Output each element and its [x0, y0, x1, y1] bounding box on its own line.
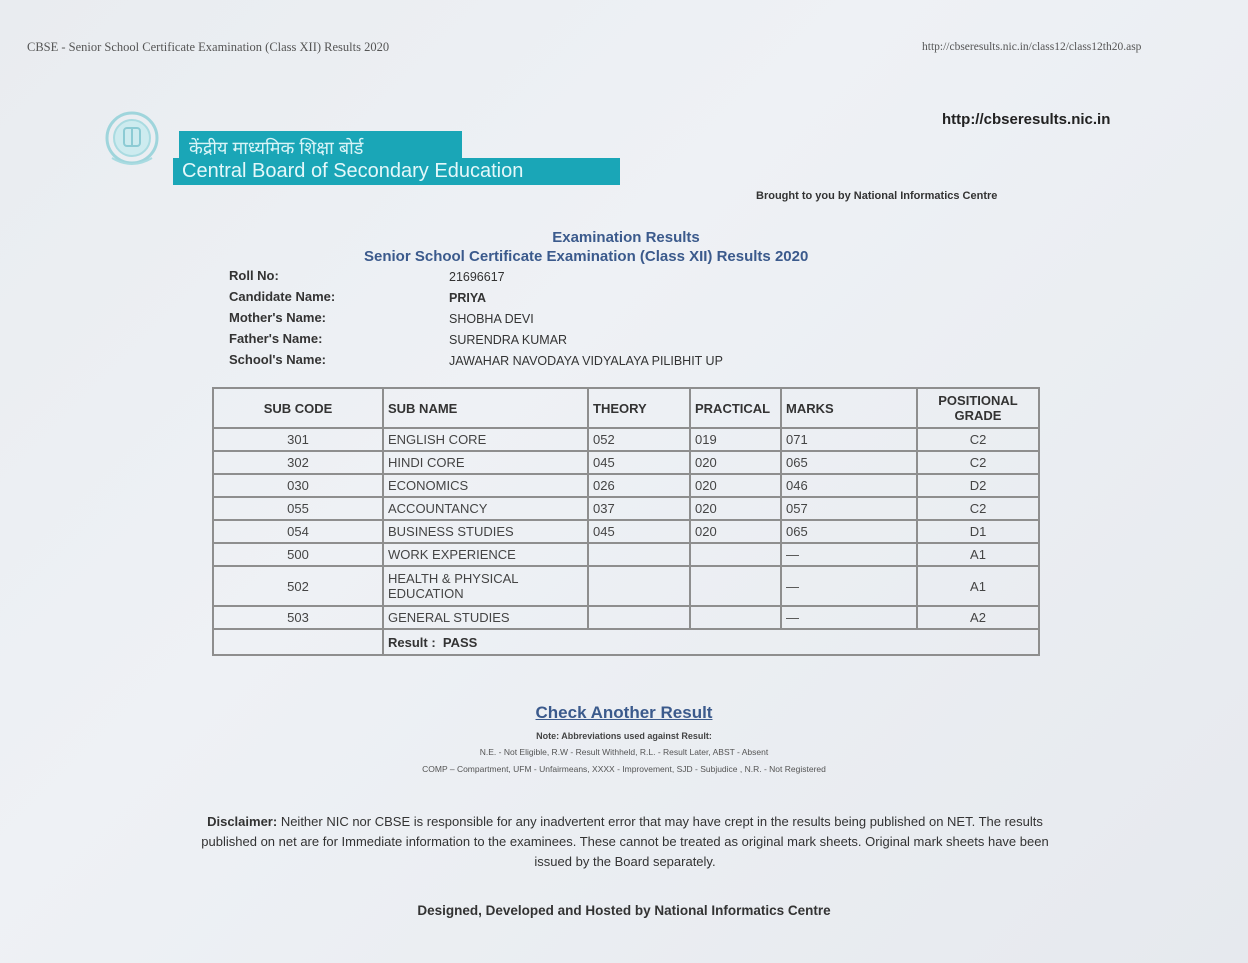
candidate-name-label: Candidate Name: — [229, 289, 336, 304]
roll-no-row — [229, 268, 829, 289]
practical-cell: 020 — [690, 497, 781, 520]
disclaimer-label: Disclaimer: — [207, 814, 278, 829]
theory-cell: 052 — [588, 428, 690, 451]
check-another-result-link[interactable]: Check Another Result — [535, 703, 713, 722]
sub-code-cell: 500 — [213, 543, 383, 566]
table-row — [213, 497, 1039, 520]
disclaimer — [200, 812, 1050, 872]
grade-cell: A2 — [917, 606, 1039, 629]
sub-name-cell: ENGLISH CORE — [383, 428, 588, 451]
candidate-name-row — [229, 289, 829, 310]
theory-cell: 037 — [588, 497, 690, 520]
practical-cell: 020 — [690, 451, 781, 474]
page-subtitle: Senior School Certificate Examination (Class XII) Results 2020 — [364, 248, 809, 265]
theory-cell: 045 — [588, 451, 690, 474]
grade-cell: C2 — [917, 497, 1039, 520]
print-header-url: http://cbseresults.nic.in/class12/class12th20.asp — [922, 41, 1142, 53]
table-row — [213, 474, 1039, 497]
practical-cell: 020 — [690, 474, 781, 497]
marks-cell: 071 — [781, 428, 917, 451]
sub-name-cell: BUSINESS STUDIES — [383, 520, 588, 543]
cbse-emblem-icon — [104, 110, 160, 170]
sub-name-cell: HEALTH & PHYSICAL EDUCATION — [383, 566, 588, 606]
sub-name-cell: ECONOMICS — [383, 474, 588, 497]
result-value: PASS — [442, 634, 478, 650]
sub-code-cell: 503 — [213, 606, 383, 629]
sub-name-cell: GENERAL STUDIES — [383, 606, 588, 629]
result-cell — [383, 629, 1039, 655]
marks-table — [212, 387, 1040, 656]
marks-table-wrap — [212, 387, 1038, 656]
sub-code-cell: 301 — [213, 428, 383, 451]
table-header-row — [213, 388, 1039, 428]
theory-cell: 045 — [588, 520, 690, 543]
note-line-2: COMP – Compartment, UFM - Unfairmeans, XXXX - Improvement, SJD - Subjudice , N.R. - Not Registered — [422, 764, 826, 774]
sub-code-cell: 054 — [213, 520, 383, 543]
table-row — [213, 566, 1039, 606]
marks-cell: 046 — [781, 474, 917, 497]
check-another-result-wrap — [0, 703, 1248, 723]
sub-name-cell: ACCOUNTANCY — [383, 497, 588, 520]
header-marks: MARKS — [781, 388, 917, 428]
father-name-label: Father's Name: — [229, 331, 323, 346]
disclaimer-text: Neither NIC nor CBSE is responsible for any inadvertent error that may have crept in the results being published on NET. The results published on net are for Immediate information to the examinees. These cannot be treated as original mark sheets. Original mark sheets have been issued by the Board separately. — [201, 814, 1049, 869]
page-title-text: Examination Results — [552, 229, 700, 246]
practical-cell — [690, 606, 781, 629]
sub-code-cell: 302 — [213, 451, 383, 474]
marks-cell: 065 — [781, 520, 917, 543]
mother-name-label: Mother's Name: — [229, 310, 326, 325]
marks-cell: — — [781, 543, 917, 566]
note-line-1: N.E. - Not Eligible, R.W - Result Withheld, R.L. - Result Later, ABST - Absent — [479, 747, 769, 757]
sub-code-cell: 030 — [213, 474, 383, 497]
father-name-value: SURENDRA KUMAR — [449, 333, 568, 347]
note-title: Note: Abbreviations used against Result: — [536, 731, 712, 741]
grade-cell: C2 — [917, 451, 1039, 474]
table-row — [213, 451, 1039, 474]
footer-credit: Designed, Developed and Hosted by National Informatics Centre — [417, 903, 831, 918]
theory-cell — [588, 543, 690, 566]
theory-cell: 026 — [588, 474, 690, 497]
header-practical: PRACTICAL — [690, 388, 781, 428]
father-name-row — [229, 331, 829, 352]
site-url-link[interactable]: http://cbseresults.nic.in — [942, 111, 1111, 128]
table-row — [213, 606, 1039, 629]
practical-cell: 020 — [690, 520, 781, 543]
grade-cell: A1 — [917, 543, 1039, 566]
table-row — [213, 428, 1039, 451]
print-header-title: CBSE - Senior School Certificate Examination (Class XII) Results 2020 — [27, 40, 390, 54]
candidate-name-value: PRIYA — [449, 291, 487, 305]
brought-by-text: Brought to you by National Informatics Centre — [756, 190, 998, 202]
marks-cell: 065 — [781, 451, 917, 474]
marks-cell: — — [781, 566, 917, 606]
sub-name-cell: HINDI CORE — [383, 451, 588, 474]
logo-hindi-text: केंद्रीय माध्यमिक शिक्षा बोर्ड — [179, 131, 462, 165]
theory-cell — [588, 606, 690, 629]
result-row — [213, 629, 1039, 655]
header-sub-code: SUB CODE — [213, 388, 383, 428]
sub-code-cell: 055 — [213, 497, 383, 520]
candidate-info — [229, 268, 829, 373]
table-row — [213, 543, 1039, 566]
page-title — [0, 229, 1248, 246]
practical-cell — [690, 543, 781, 566]
school-name-label: School's Name: — [229, 352, 327, 367]
theory-cell — [588, 566, 690, 606]
marks-cell: — — [781, 606, 917, 629]
school-name-value: JAWAHAR NAVODAYA VIDYALAYA PILIBHIT UP — [449, 354, 723, 368]
grade-cell: D2 — [917, 474, 1039, 497]
marks-cell: 057 — [781, 497, 917, 520]
grade-cell: C2 — [917, 428, 1039, 451]
roll-no-value: 21696617 — [449, 270, 505, 284]
logo-english-text: Central Board of Secondary Education — [173, 158, 620, 185]
roll-no-label: Roll No: — [229, 268, 279, 283]
header-positional-grade: POSITIONAL GRADE — [917, 388, 1039, 428]
school-name-row — [229, 352, 829, 373]
grade-cell: A1 — [917, 566, 1039, 606]
practical-cell: 019 — [690, 428, 781, 451]
grade-cell: D1 — [917, 520, 1039, 543]
header-sub-name: SUB NAME — [383, 388, 588, 428]
table-row — [213, 520, 1039, 543]
mother-name-value: SHOBHA DEVI — [449, 312, 534, 326]
mother-name-row — [229, 310, 829, 331]
practical-cell — [690, 566, 781, 606]
result-empty-cell — [213, 629, 383, 655]
header-theory: THEORY — [588, 388, 690, 428]
sub-name-cell: WORK EXPERIENCE — [383, 543, 588, 566]
result-label: Result : — [388, 634, 436, 650]
sub-code-cell: 502 — [213, 566, 383, 606]
